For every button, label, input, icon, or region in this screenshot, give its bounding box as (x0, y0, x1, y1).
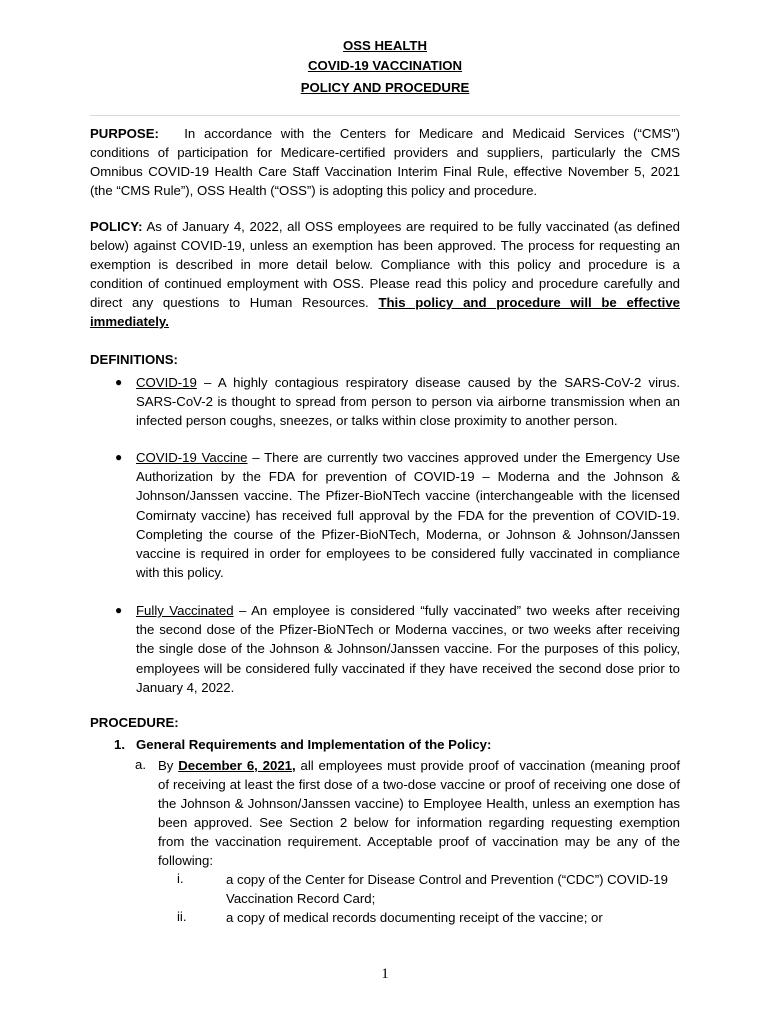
bullet-icon: ● (115, 375, 123, 389)
policy-paragraph (90, 217, 680, 331)
section-1-title: General Requirements and Implementation of the Policy: (136, 737, 492, 752)
header-divider (90, 115, 680, 116)
item-ii-text: a copy of medical records documenting receipt of the vaccine; or (226, 910, 603, 925)
definition-covid19-vaccine (136, 448, 680, 582)
item-a-text: all employees must provide proof of vaccination (meaning proof of receiving at least the first dose of a two-dose vaccine or proof of receiving one dose of the Johnson & Johnson/Janssen vaccine) to Employee Health, unless an exemption has been approved. See Section 2 below for information regarding requesting exemption from the vaccination requirement. Acceptable proof of vaccination may be any of the following: (158, 758, 681, 868)
purpose-paragraph (90, 124, 680, 200)
definition-text: – A highly contagious respiratory disease caused by the SARS-CoV-2 virus. SARS-CoV-2 is thought to spread from person to person via airborne transmission when an infected person coughs, sneezes, or talks within close proximity to another person. (136, 375, 680, 429)
definitions-heading: DEFINITIONS: (90, 352, 178, 367)
header-line-1: OSS HEALTH (342, 38, 427, 53)
definition-text: – An employee is considered “fully vaccinated” two weeks after receiving the second dose of the Pfizer-BioNTech or Moderna vaccines, or two weeks after receiving the single dose of the Johnson & Johnson/Janssen vaccine. For the purposes of this policy, employees will be considered fully vaccinated if they have received the second dose prior to January 4, 2022. (136, 603, 680, 695)
definition-covid19 (136, 373, 680, 431)
item-a-paragraph: By December 6, 2021, all employees must provide proof of vaccination (meaning proof of receiving at least the first dose of a two-dose vaccine or proof of receiving one dose of the Johnson & Johnson/Janssen vaccine) to Employee Health, unless an exemption has been approved. See Section 2 below for information regarding requesting exemption from the vaccination requirement. Acceptable proof of vaccination may be any of the following: (158, 758, 681, 868)
procedure-heading: PROCEDURE: (90, 715, 179, 730)
bullet-icon: ● (115, 450, 123, 464)
header-line-3: POLICY AND PROCEDURE (300, 80, 470, 95)
policy-label: POLICY: (90, 219, 143, 234)
definition-term: Fully Vaccinated (136, 603, 234, 618)
item-ii-marker: ii. (177, 909, 187, 924)
item-a-marker: a. (135, 757, 146, 772)
section-1-number: 1. (114, 737, 125, 752)
policy-effective-notice: This policy and procedure will be effective immediately. (90, 295, 680, 329)
page-number: 1 (381, 966, 389, 982)
item-i-marker: i. (177, 871, 184, 886)
bullet-icon: ● (115, 603, 123, 617)
header-line-2: COVID-19 VACCINATION (307, 58, 463, 73)
deadline-date: December 6, 2021 (178, 758, 293, 773)
definition-text: – There are currently two vaccines approved under the Emergency Use Authorization by the FDA for prevention of COVID-19 – Moderna and the Johnson & Johnson/Janssen vaccine. The Pfizer-BioNTech vaccine (interchangeable with the licensed Comirnaty vaccine) has received full approval by the FDA for the prevention of COVID-19. Completing the course of the Pfizer-BioNTech, Moderna, or Johnson & Johnson/Janssen vaccine is required in order for employees to be considered fully vaccinated in compliance with this policy. (136, 450, 680, 581)
purpose-label: PURPOSE: (90, 126, 159, 141)
definition-fully-vaccinated (136, 601, 680, 697)
item-i-text: a copy of the Center for Disease Control and Prevention (“CDC”) COVID-19 Vaccination Record Card; (226, 872, 668, 906)
purpose-text: In accordance with the Centers for Medicare and Medicaid Services (“CMS”) conditions of participation for Medicare-certified providers and suppliers, particularly the CMS Omnibus COVID-19 Health Care Staff Vaccination Interim Final Rule, effective November 5, 2021 (the “CMS Rule”), OSS Health (“OSS”) is adopting this policy and procedure. (90, 126, 681, 198)
policy-text: As of January 4, 2022, all OSS employees are required to be fully vaccinated (as defined below) against COVID-19, unless an exemption has been approved. The process for requesting an exemption is described in more detail below. Compliance with this policy and procedure is a condition of continued employment with OSS. Please read this policy and procedure carefully and direct any questions to Human Resources. (90, 219, 680, 310)
item-a-prefix: By (158, 758, 179, 773)
definition-term: COVID-19 Vaccine (136, 450, 248, 465)
definition-term: COVID-19 (136, 375, 197, 390)
